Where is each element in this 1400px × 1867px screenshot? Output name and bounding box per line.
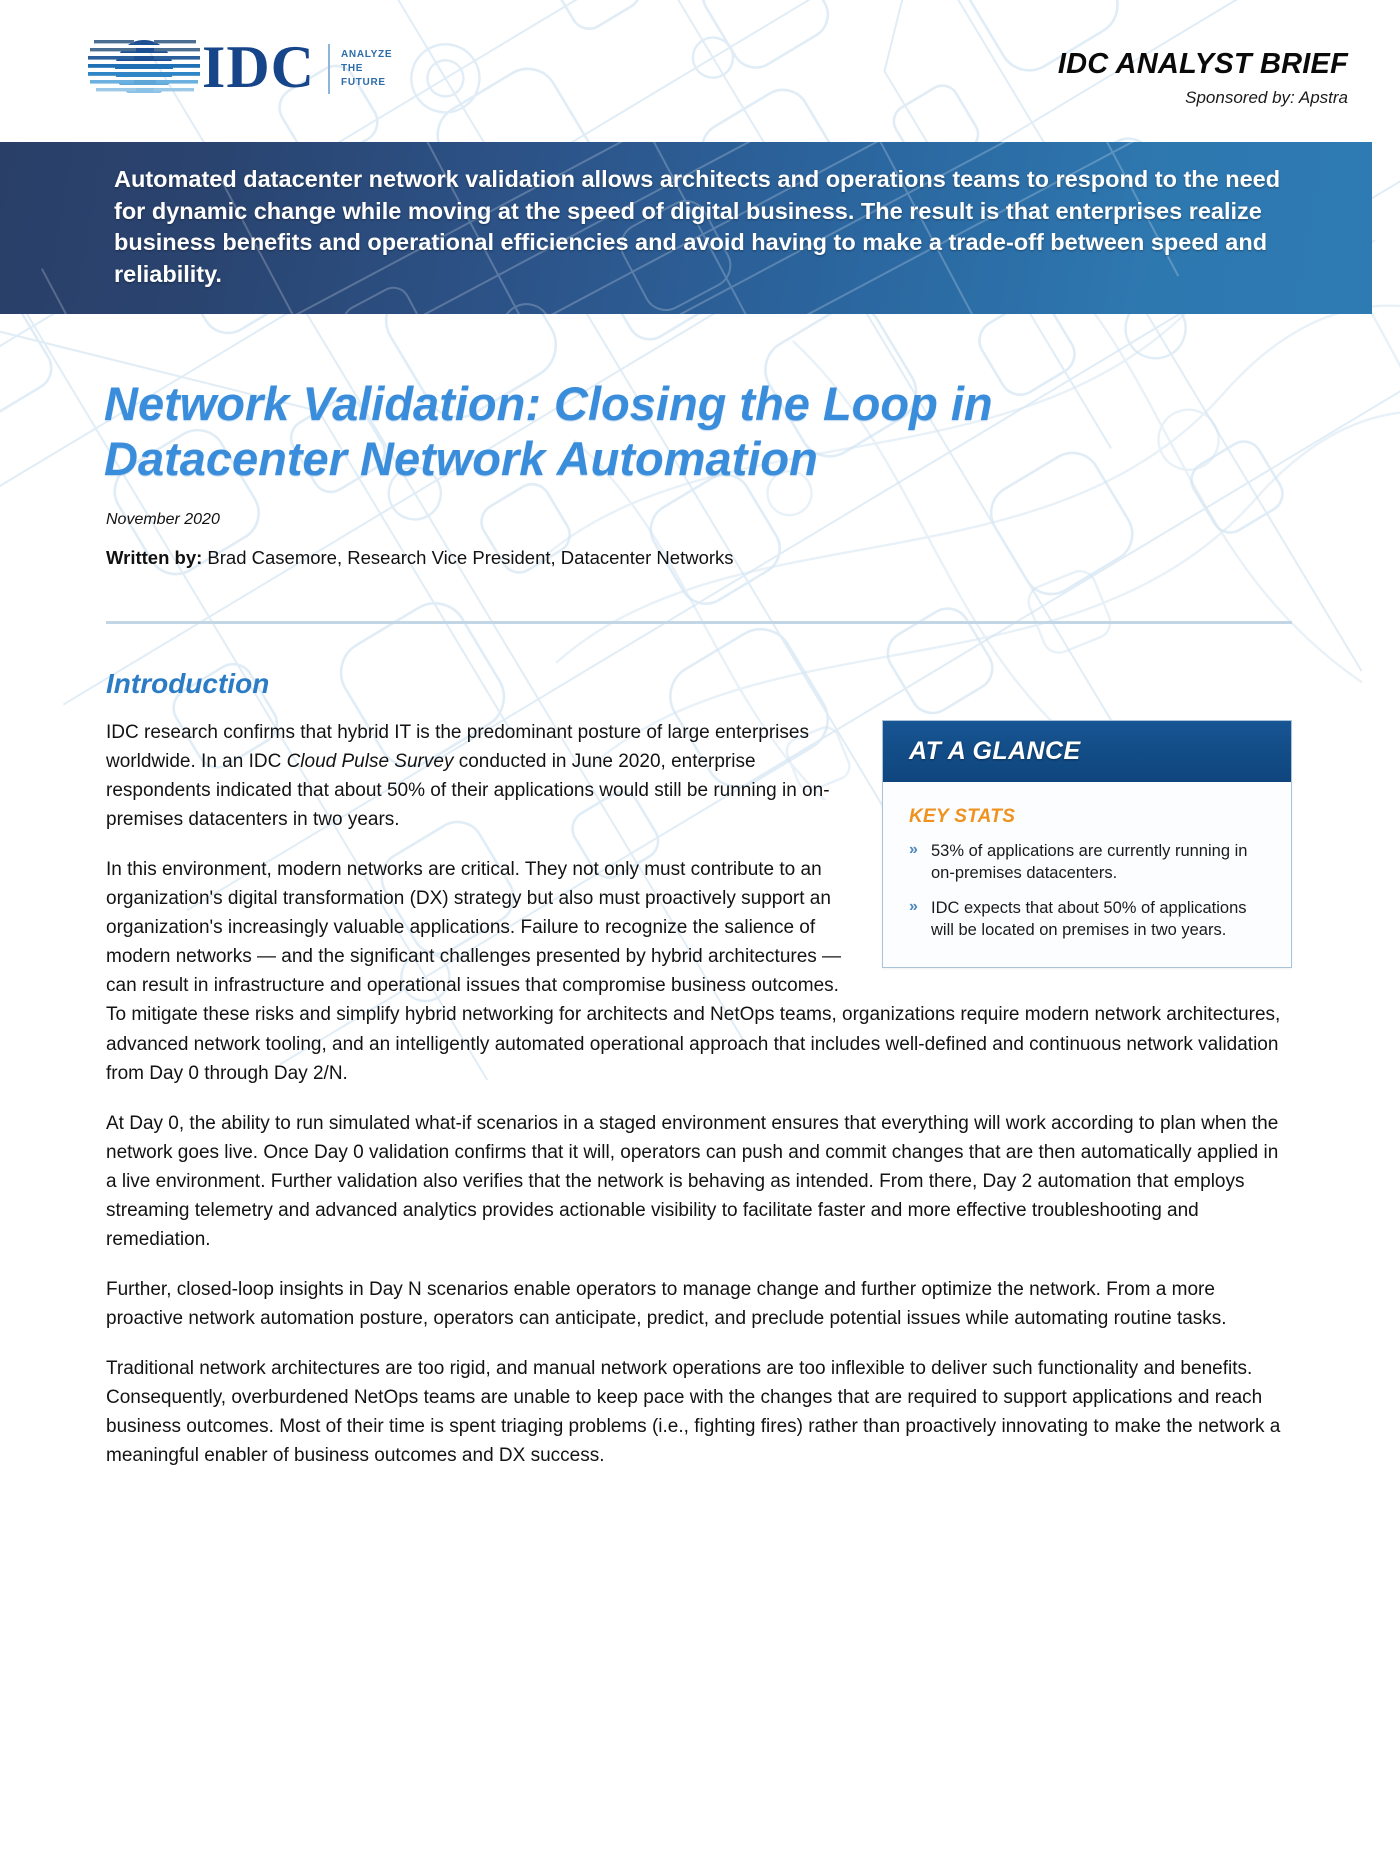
at-a-glance-header xyxy=(883,721,1291,782)
key-stat-text: IDC expects that about 50% of applications will be located on premises in two years. xyxy=(931,899,1247,940)
tagline-line-3: FUTURE xyxy=(341,77,386,89)
chevron-bullet-icon: » xyxy=(909,898,918,916)
key-stats-label: KEY STATS xyxy=(909,805,1016,827)
author-name: Brad Casemore, Research Vice President, Datacenter Networks xyxy=(202,546,734,568)
logo-divider xyxy=(328,44,330,94)
key-stats-list xyxy=(909,840,1267,941)
introduction-section xyxy=(106,668,1292,1470)
analyst-brief-label: IDC ANALYST BRIEF xyxy=(1057,48,1348,80)
idc-logo xyxy=(88,34,393,100)
page-title: Network Validation: Closing the Loop in Datacenter Network Automation xyxy=(104,377,993,486)
page-header xyxy=(0,0,1400,142)
author-label: Written by: xyxy=(106,546,203,568)
idc-tagline xyxy=(341,48,392,91)
text-run: IDC research confirms that hybrid IT is the predominant posture of large enterprises worldwide. In an IDC xyxy=(106,721,809,772)
idc-globe-icon xyxy=(88,38,200,100)
text-run: conducted in June 2020, enterprise respondents indicated that about 50% of their applications would still be running in on-premises datacenters in two years. xyxy=(106,750,830,831)
sponsor-label: Sponsored by: Apstra xyxy=(1185,88,1348,107)
list-item xyxy=(909,840,1267,884)
at-a-glance-card xyxy=(882,720,1292,968)
section-divider xyxy=(106,621,1292,624)
author-byline xyxy=(106,547,1400,569)
paragraph: In this environment, modern networks are critical. They not only must contribute to an organization's digital transformation (DX) strategy but also must proactively support an organization's increasingly valuable applications. Failure to recognize the salience of modern networks — and the significant challenges presented by hybrid architectures — can result in infrastructure and operational issues that compromise business outcomes. To mitigate these risks and simplify hybrid networking for architects and NetOps teams, organizations require modern network architectures, advanced network tooling, and an intelligently automated operational approach that includes well-defined and continuous network validation from Day 0 through Day 2/N. xyxy=(106,859,1281,1084)
idc-logo-wordmark: IDC xyxy=(202,34,316,100)
highlight-banner xyxy=(0,142,1372,314)
tagline-line-1: ANALYZE xyxy=(341,48,393,60)
paragraph: Further, closed-loop insights in Day N scenarios enable operators to manage change and further optimize the network. From a more proactive network automation posture, operators can anticipate, predict, and preclude potential issues while automating routine tasks. xyxy=(106,1278,1227,1330)
paragraph: Traditional network architectures are too rigid, and manual network operations are too inflexible to deliver such functionality and benefits. Consequently, overburdened NetOps teams are unable to keep pace with the changes that are required to support applications and reach business outcomes. Most of their time is spent triaging problems (i.e., fighting fires) rather than proactively innovating to make the network a meaningful enabler of business outcomes and DX success. xyxy=(106,1358,1281,1467)
tagline-line-2: THE xyxy=(341,62,364,74)
key-stat-text: 53% of applications are currently running in on-premises datacenters. xyxy=(931,841,1248,883)
text-run-italic: Cloud Pulse Survey xyxy=(286,750,454,772)
list-item xyxy=(909,897,1267,941)
introduction-heading: Introduction xyxy=(106,667,270,699)
banner-text: Automated datacenter network validation allows architects and operations teams to respond to the need for dynamic change while moving at the speed of digital business. The result is that enterprises realize business benefits and operational efficiencies and avoid having to make a trade-off between speed and reliability. xyxy=(114,166,1281,287)
document-content xyxy=(0,314,1400,1470)
publication-date: November 2020 xyxy=(106,510,220,528)
chevron-bullet-icon: » xyxy=(909,840,918,858)
paragraph: At Day 0, the ability to run simulated what-if scenarios in a staged environment ensures that everything will work according to plan when the network goes live. Once Day 0 validation confirms that it will, operators can push and commit changes that are then automatically applied in a live environment. Further validation also verifies that the network is behaving as intended. From there, Day 2 automation that employs streaming telemetry and advanced analytics provides actionable visibility to facilitate faster and more effective troubleshooting and remediation. xyxy=(106,1112,1279,1250)
at-a-glance-title: AT A GLANCE xyxy=(909,736,1081,765)
at-a-glance-body xyxy=(883,782,1291,967)
